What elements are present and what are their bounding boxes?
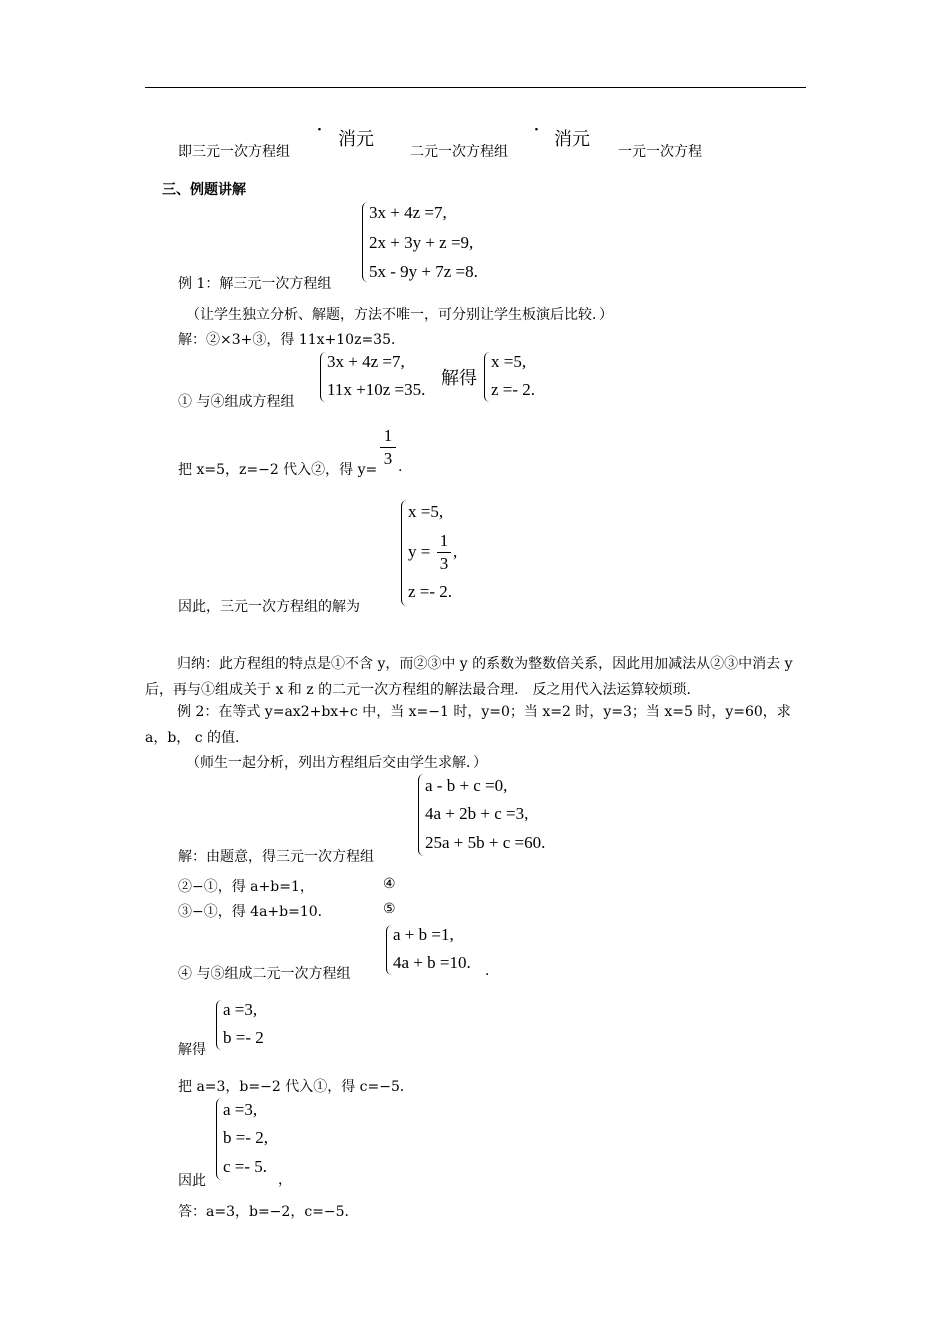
ex1-eq-1: 3x + 4z =7, bbox=[369, 203, 447, 222]
ex2-step1-label: 解：由题意，得三元一次方程组 bbox=[178, 849, 374, 865]
ex2-solved-brace bbox=[216, 1000, 223, 1050]
ex1-sol-y-den: 3 bbox=[439, 554, 449, 573]
ex2-problem: 例 2：在等式 y=ax2+bx+c 中，当 x=−1 时，y=0；当 x=2 时，y=3；当 x=5 时，y=60，求 a，b， c 的值． bbox=[145, 704, 791, 746]
ex2-mark-a: ④ bbox=[383, 876, 396, 892]
ex1-y-bar bbox=[380, 447, 396, 448]
ex1-y-den: 3 bbox=[383, 449, 393, 468]
ex2-therefore-brace bbox=[216, 1098, 223, 1180]
ex2-eq-2: 4a + 2b + c =3, bbox=[425, 804, 529, 823]
ex1-conclusion-label: 因此，三元一次方程组的解为 bbox=[178, 599, 360, 615]
ex1-sol-y-fraction bbox=[437, 531, 451, 574]
flow-dot-1: · bbox=[317, 122, 322, 138]
flow-step-3: 一元一次方程 bbox=[618, 144, 702, 160]
ex1-sol-x: x =5, bbox=[408, 502, 444, 521]
ex1-step2-eq-2: 11x +10z =35. bbox=[327, 380, 426, 399]
ex2-step2-eq-2: 4a + b =10. bbox=[393, 953, 471, 972]
ex1-sol-y-end: , bbox=[453, 542, 458, 561]
ex1-step2-brace bbox=[320, 352, 327, 402]
header-rule bbox=[145, 87, 806, 88]
ex1-solution-brace bbox=[401, 500, 408, 606]
ex2-therefore-end: ， bbox=[278, 1172, 292, 1188]
ex2-step2-brace bbox=[386, 925, 393, 975]
ex1-step1: 解：②×3+③，得 11x+10z=35． bbox=[178, 332, 405, 348]
ex2-solved-a: a =3, bbox=[223, 1000, 258, 1019]
ex2-answer: 答：a=3，b=−2，c=−5． bbox=[178, 1204, 359, 1220]
ex1-note: （让学生独立分析、解题，方法不唯一，可分别让学生板演后比较．） bbox=[186, 307, 613, 323]
ex2-step2-end: . bbox=[485, 963, 490, 979]
ex1-eq-3: 5x - 9y + 7z =8. bbox=[369, 262, 478, 281]
ex1-eq-2: 2x + 3y + z =9, bbox=[369, 233, 474, 252]
ex2-substitute: 把 a=3，b=−2 代入①，得 c=−5． bbox=[178, 1079, 414, 1095]
ex2-step2-label: ④ 与⑤组成二元一次方程组 bbox=[178, 966, 351, 982]
ex1-result-2: z =- 2. bbox=[491, 380, 536, 399]
ex2-eq-3: 25a + 5b + c =60. bbox=[425, 833, 546, 852]
ex1-result-brace bbox=[484, 352, 491, 402]
ex1-label: 例 1：解三元一次方程组 bbox=[178, 276, 332, 292]
ex2-note: （师生一起分析，列出方程组后交由学生求解．） bbox=[186, 755, 487, 771]
flow-arrow-2: 消元 bbox=[554, 129, 590, 150]
ex2-step2-eq-1: a + b =1, bbox=[393, 925, 454, 944]
ex1-y-num: 1 bbox=[383, 426, 393, 445]
ex1-sol-y: y = bbox=[408, 542, 431, 561]
ex1-y-fraction bbox=[380, 426, 396, 469]
ex1-step3: 把 x=5，z=−2 代入②，得 y= bbox=[178, 462, 378, 478]
summary-paragraph: 归纳：此方程组的特点是①不含 y，而②③中 y 的系数为整数倍关系，因此用加减法从②③中消去 y 后，再与①组成关于 x 和 z 的二元一次方程组的解法最合理． 反之用代入法运算较烦琐． bbox=[145, 656, 793, 698]
flow-arrow-1: 消元 bbox=[338, 129, 374, 150]
flow-step-1: 即三元一次方程组 bbox=[178, 144, 290, 160]
section-title: 三、例题讲解 bbox=[162, 182, 246, 198]
ex1-system-brace bbox=[362, 202, 369, 282]
ex1-step3-end: . bbox=[398, 459, 403, 475]
ex2-therefore-c: c =- 5. bbox=[223, 1157, 268, 1176]
ex1-step2-eq-1: 3x + 4z =7, bbox=[327, 352, 405, 371]
ex1-sol-y-num: 1 bbox=[439, 531, 449, 550]
ex2-solved-label: 解得 bbox=[178, 1042, 206, 1058]
ex2-line-a: ②−①，得 a+b=1， bbox=[178, 879, 314, 895]
ex2-solved-b: b =- 2 bbox=[223, 1028, 264, 1047]
flow-dot-2: · bbox=[534, 122, 539, 138]
ex2-eq-1: a - b + c =0, bbox=[425, 776, 508, 795]
ex1-sol-y-bar bbox=[437, 552, 451, 553]
ex2-therefore-a: a =3, bbox=[223, 1100, 258, 1119]
ex2-mark-b: ⑤ bbox=[383, 901, 396, 917]
ex2-therefore-label: 因此 bbox=[178, 1173, 206, 1189]
ex2-system-brace bbox=[418, 774, 425, 856]
ex1-solved-word: 解得 bbox=[441, 368, 477, 389]
ex2-line-b: ③−①，得 4a+b=10． bbox=[178, 904, 332, 920]
flow-step-2: 二元一次方程组 bbox=[410, 144, 508, 160]
ex2-therefore-b: b =- 2, bbox=[223, 1128, 268, 1147]
ex1-step2-label: ① 与④组成方程组 bbox=[178, 394, 295, 410]
ex1-result-1: x =5, bbox=[491, 352, 527, 371]
ex1-sol-z: z =- 2. bbox=[408, 582, 453, 601]
